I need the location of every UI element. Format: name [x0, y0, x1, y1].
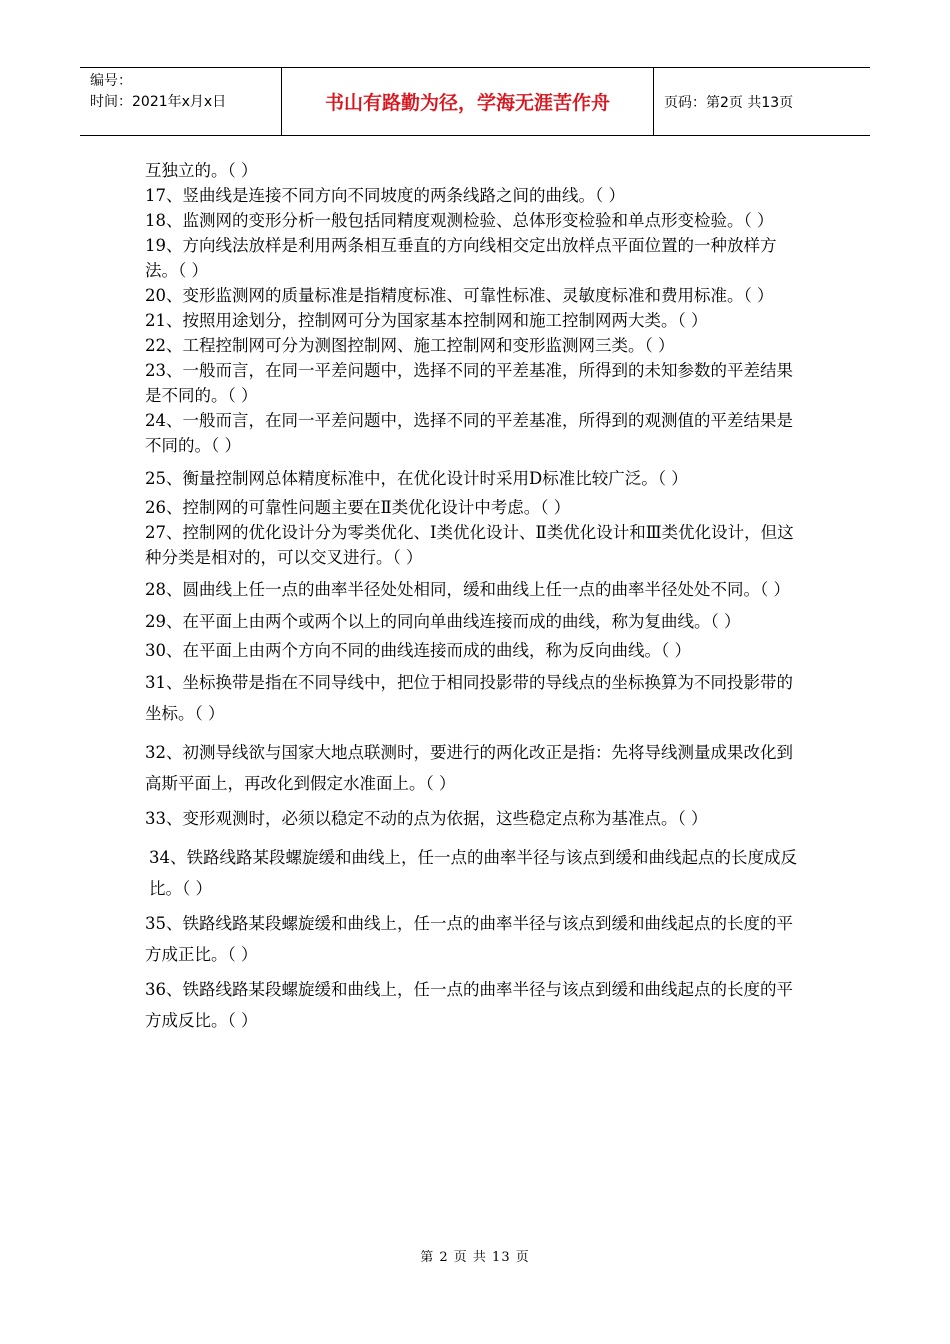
list-item: 30、在平面上由两个方向不同的曲线连接而成的曲线，称为反向曲线。（ ） — [145, 641, 691, 660]
page-header — [80, 67, 870, 136]
list-item: 18、监测网的变形分析一般包括同精度观测检验、总体形变检验和单点形变检验。（ ） — [145, 211, 774, 230]
document-number-label: 编号： — [90, 73, 132, 89]
list-item: 33、变形观测时，必须以稳定不动的点为依据，这些稳定点称为基准点。（ ） — [145, 809, 708, 828]
list-item: 25、衡量控制网总体精度标准中，在优化设计时采用D标准比较广泛。（ ） — [145, 469, 688, 488]
list-item: 36、铁路线路某段螺旋缓和曲线上，任一点的曲率半径与该点到缓和曲线起点的长度的平方成反比。（ ） — [145, 980, 793, 1030]
list-item: 27、控制网的优化设计分为零类优化、Ⅰ类优化设计、Ⅱ类优化设计和Ⅲ类优化设计，但这种分类是相对的，可以交叉进行。（ ） — [145, 523, 794, 567]
list-item: 19、方向线法放样是利用两条相互垂直的方向线相交定出放样点平面位置的一种放样方法。（ ） — [145, 236, 777, 280]
header-meta — [80, 68, 282, 135]
page-footer: 第 2 页 共 13 页 — [420, 1250, 530, 1265]
list-item: 29、在平面上由两个或两个以上的同向单曲线连接而成的曲线，称为复曲线。（ ） — [145, 612, 741, 631]
list-item: 35、铁路线路某段螺旋缓和曲线上，任一点的曲率半径与该点到缓和曲线起点的长度的平方成正比。（ ） — [145, 914, 793, 964]
list-item: 互独立的。（ ） — [145, 161, 258, 180]
list-item: 17、竖曲线是连接不同方向不同坡度的两条线路之间的曲线。（ ） — [145, 186, 625, 205]
list-item: 31、坐标换带是指在不同导线中，把位于相同投影带的导线点的坐标换算为不同投影带的坐标。（ ） — [145, 673, 793, 723]
header-page-number: 页码：第2页 共13页 — [664, 94, 794, 111]
list-item: 23、一般而言，在同一平差问题中，选择不同的平差基准，所得到的未知参数的平差结果是不同的。（ ） — [145, 361, 793, 405]
document-date: 时间：2021年x月x日 — [90, 94, 227, 110]
list-item: 28、圆曲线上任一点的曲率半径处处相同，缓和曲线上任一点的曲率半径处处不同。（ ） — [145, 580, 790, 599]
list-item: 20、变形监测网的质量标准是指精度标准、可靠性标准、灵敏度标准和费用标准。（ ） — [145, 286, 774, 305]
list-item: 34、铁路线路某段螺旋缓和曲线上，任一点的曲率半径与该点到缓和曲线起点的长度成反比。（ ） — [149, 848, 797, 898]
question-list — [145, 158, 807, 1036]
list-item: 32、初测导线欲与国家大地点联测时，要进行的两化改正是指：先将导线测量成果改化到高斯平面上，再改化到假定水准面上。（ ） — [145, 743, 793, 793]
list-item: 24、一般而言，在同一平差问题中，选择不同的平差基准，所得到的观测值的平差结果是不同的。（ ） — [145, 411, 793, 455]
header-motto: 书山有路勤为径，学海无涯苦作舟 — [282, 68, 654, 135]
list-item: 21、按照用途划分，控制网可分为国家基本控制网和施工控制网两大类。（ ） — [145, 311, 708, 330]
list-item: 22、工程控制网可分为测图控制网、施工控制网和变形监测网三类。（ ） — [145, 336, 675, 355]
list-item: 26、控制网的可靠性问题主要在Ⅱ类优化设计中考虑。（ ） — [145, 498, 571, 517]
